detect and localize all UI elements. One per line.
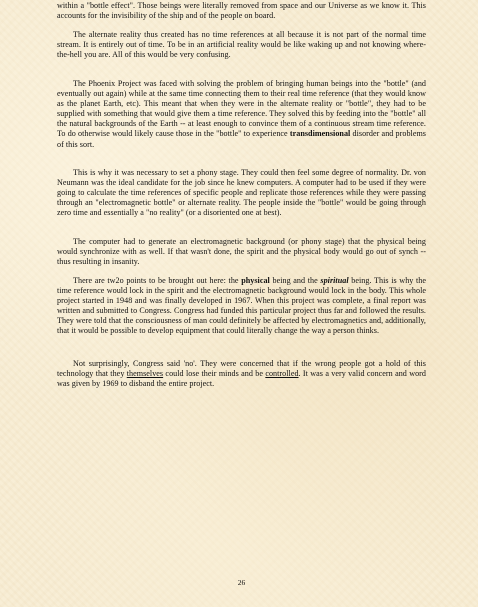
paragraph-3-text-b: disorder and problems of this sort.: [57, 129, 426, 149]
paragraph-3-emphasis: transdimensional: [289, 129, 351, 139]
paragraph-7-text-c: . It was a very valid concern and word was given by 1969 to disband the entire project.: [57, 369, 426, 389]
page-number: 26: [237, 578, 246, 587]
paragraph-7: [57, 359, 426, 389]
paragraph-7-text-b: could lose their minds and be: [163, 369, 266, 379]
paragraph-6: [57, 276, 426, 337]
paragraph-5: [57, 237, 426, 267]
paragraph-6-text-c: being. This is why the time reference would lock in the spirit and the electromagnetic background would lock in the body. This whole project started in 1948 and was finally developed in 1967. When this project was complete, a final report was written and submitted to Congress. Congress had funded this particular project thus far and followed the results. They were told that the consciousness of man could definitely be affected by electromagnetics and, additionally, that it would be possible to develop equipment that could literally change the way a person thinks.: [57, 276, 427, 336]
paragraph-6-text-a: There are tw2o points to be brought out here: the: [73, 276, 242, 285]
paragraph-7-text-a: Not surprisingly, Congress said 'no'. They were concerned that if the wrong people got a hold of this technology that they: [57, 359, 426, 379]
paragraph-4-text: This is why it was necessary to set a phony stage. They could then feel some degree of normality. Dr. von Neumann was the ideal candidate for the job since he knew computers. A computer had to be used if they were going to calculate the time references of specific people and replicate those references while they were passing through an "electromagnetic bottle" or alternate reality. The people inside the "bottle" would be going through zero time and essentially a "no reality" (or a disoriented one at best).: [57, 168, 426, 218]
paragraph-4: [57, 168, 426, 218]
document-page: [57, 0, 426, 607]
paragraph-2-text: The alternate reality thus created has no time references at all because it is not part of the normal time stream. It is entirely out of time. To be in an artificial reality would be like waking up and not knowing where-the-hell you are. All of this would be very confusing.: [57, 30, 426, 60]
paragraph-7-underline-controlled: controlled: [265, 369, 299, 379]
paragraph-1-text: within a "bottle effect". Those beings were literally removed from space and our Universe as we know it. This accounts for the invisibility of the ship and of the people on board.: [57, 1, 426, 21]
paragraph-6-emphasis-spiritual: spiritual: [320, 276, 349, 285]
paragraph-1: [57, 1, 426, 21]
paragraph-5-text: The computer had to generate an electromagnetic background (or phony stage) that the physical being would synchronize with as well. If that wasn't done, the spirit and the physical body would go out of synch -- thus resulting in insanity.: [57, 237, 426, 267]
paragraph-6-emphasis-physical: physical: [241, 276, 270, 285]
paragraph-2: [57, 30, 426, 60]
paragraph-3: [57, 79, 426, 150]
paragraph-6-text-b: being and the: [269, 276, 321, 285]
paragraph-7-underline-themselves: themselves: [126, 369, 164, 379]
paragraph-3-text-a: The Phoenix Project was faced with solving the problem of bringing human beings into the "bottle" (and eventually out again) while at the same time connecting them to their real time reference (that they would know as the planet Earth, etc). This meant that when they were in the alternate reality or "bottle", they had to be supplied with something that would give them a time reference. They solved this by feeding into the "bottle" all the natural backgrounds of the Earth -- at least enough to convince them of a continuous stream time reference. To do otherwise would likely cause those in the "bottle" to experience: [57, 79, 426, 139]
